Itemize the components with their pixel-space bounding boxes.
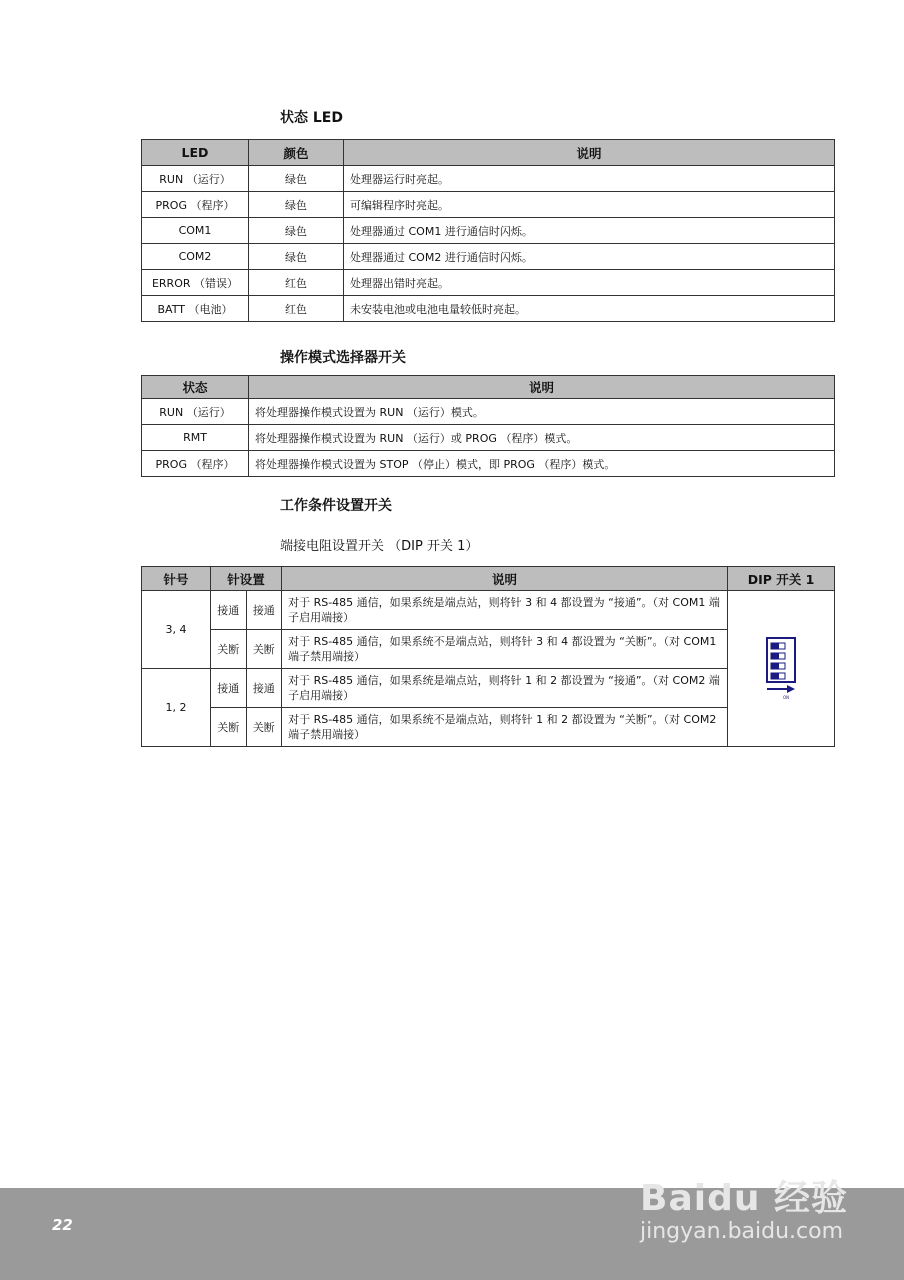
table-row: [142, 244, 835, 270]
pin-setting-b: 接通: [246, 591, 282, 630]
led-name: PROG （程序）: [142, 192, 249, 218]
dip-switch-icon: [761, 636, 801, 702]
table-row: [142, 270, 835, 296]
pin-desc: 对于 RS-485 通信，如果系统不是端点站，则将针 3 和 4 都设置为 “关断”。（对 COM1 端子禁用端接）: [282, 630, 728, 669]
mode-state: RMT: [142, 425, 249, 451]
table-row: [142, 166, 835, 192]
pin-setting-a: 关断: [211, 630, 247, 669]
led-color: 绿色: [249, 244, 344, 270]
page-number: 22: [52, 1216, 73, 1234]
header-description: 说明: [282, 567, 728, 591]
pin-number: 3, 4: [142, 591, 211, 669]
header-dip-switch: DIP 开关 1: [728, 567, 835, 591]
mode-state: RUN （运行）: [142, 399, 249, 425]
watermark-logo: Baidu 经验: [640, 1178, 849, 1219]
led-name: RUN （运行）: [142, 166, 249, 192]
pin-number: 1, 2: [142, 669, 211, 747]
dip-switch-diagram: [734, 591, 828, 746]
pin-setting-a: 接通: [211, 591, 247, 630]
mode-selector-table: [141, 375, 835, 477]
table-row: [142, 399, 835, 425]
pin-setting-b: 接通: [246, 669, 282, 708]
led-name: COM1: [142, 218, 249, 244]
led-desc: 处理器通过 COM2 进行通信时闪烁。: [344, 244, 835, 270]
dip-switch-cell: [728, 591, 835, 747]
table-header-row: [142, 376, 835, 399]
table-row: [142, 591, 835, 630]
led-color: 绿色: [249, 192, 344, 218]
led-name: BATT （电池）: [142, 296, 249, 322]
header-led: LED: [142, 140, 249, 166]
led-desc: 可编辑程序时亮起。: [344, 192, 835, 218]
mode-desc: 将处理器操作模式设置为 RUN （运行）或 PROG （程序）模式。: [249, 425, 835, 451]
header-description: 说明: [249, 376, 835, 399]
header-pin-number: 针号: [142, 567, 211, 591]
table-row: [142, 192, 835, 218]
watermark-url: jingyan.baidu.com: [640, 1219, 844, 1244]
svg-text:ON: ON: [783, 694, 790, 700]
section-title-mode-selector: 操作模式选择器开关: [280, 350, 406, 366]
led-desc: 处理器运行时亮起。: [344, 166, 835, 192]
pin-desc: 对于 RS-485 通信，如果系统不是端点站，则将针 1 和 2 都设置为 “关断”。（对 COM2 端子禁用端接）: [282, 708, 728, 747]
led-name: COM2: [142, 244, 249, 270]
pin-setting-a: 接通: [211, 669, 247, 708]
mode-state: PROG （程序）: [142, 451, 249, 477]
section-title-working-conditions: 工作条件设置开关: [280, 498, 392, 514]
table-row: [142, 218, 835, 244]
pin-desc: 对于 RS-485 通信，如果系统是端点站，则将针 1 和 2 都设置为 “接通”。（对 COM2 端子启用端接）: [282, 669, 728, 708]
led-name: ERROR （错误）: [142, 270, 249, 296]
led-desc: 未安装电池或电池电量较低时亮起。: [344, 296, 835, 322]
led-color: 红色: [249, 270, 344, 296]
header-state: 状态: [142, 376, 249, 399]
table-row: [142, 451, 835, 477]
pin-desc: 对于 RS-485 通信，如果系统是端点站，则将针 3 和 4 都设置为 “接通”。（对 COM1 端子启用端接）: [282, 591, 728, 630]
table-row: [142, 296, 835, 322]
led-color: 绿色: [249, 166, 344, 192]
table-header-row: [142, 567, 835, 591]
header-color: 颜色: [249, 140, 344, 166]
table-row: [142, 425, 835, 451]
header-pin-setting: 针设置: [211, 567, 282, 591]
section-subtitle-dip-switch: 端接电阻设置开关 （DIP 开关 1）: [280, 539, 479, 554]
watermark: [640, 1170, 848, 1244]
led-desc: 处理器出错时亮起。: [344, 270, 835, 296]
status-led-table: [141, 139, 835, 322]
led-color: 绿色: [249, 218, 344, 244]
pin-setting-b: 关断: [246, 630, 282, 669]
pin-setting-b: 关断: [246, 708, 282, 747]
mode-desc: 将处理器操作模式设置为 RUN （运行）模式。: [249, 399, 835, 425]
section-title-status-led: 状态 LED: [280, 110, 343, 126]
table-header-row: [142, 140, 835, 166]
dip-switch-table: [141, 566, 835, 747]
header-description: 说明: [344, 140, 835, 166]
led-color: 红色: [249, 296, 344, 322]
mode-desc: 将处理器操作模式设置为 STOP （停止）模式，即 PROG （程序）模式。: [249, 451, 835, 477]
led-desc: 处理器通过 COM1 进行通信时闪烁。: [344, 218, 835, 244]
pin-setting-a: 关断: [211, 708, 247, 747]
